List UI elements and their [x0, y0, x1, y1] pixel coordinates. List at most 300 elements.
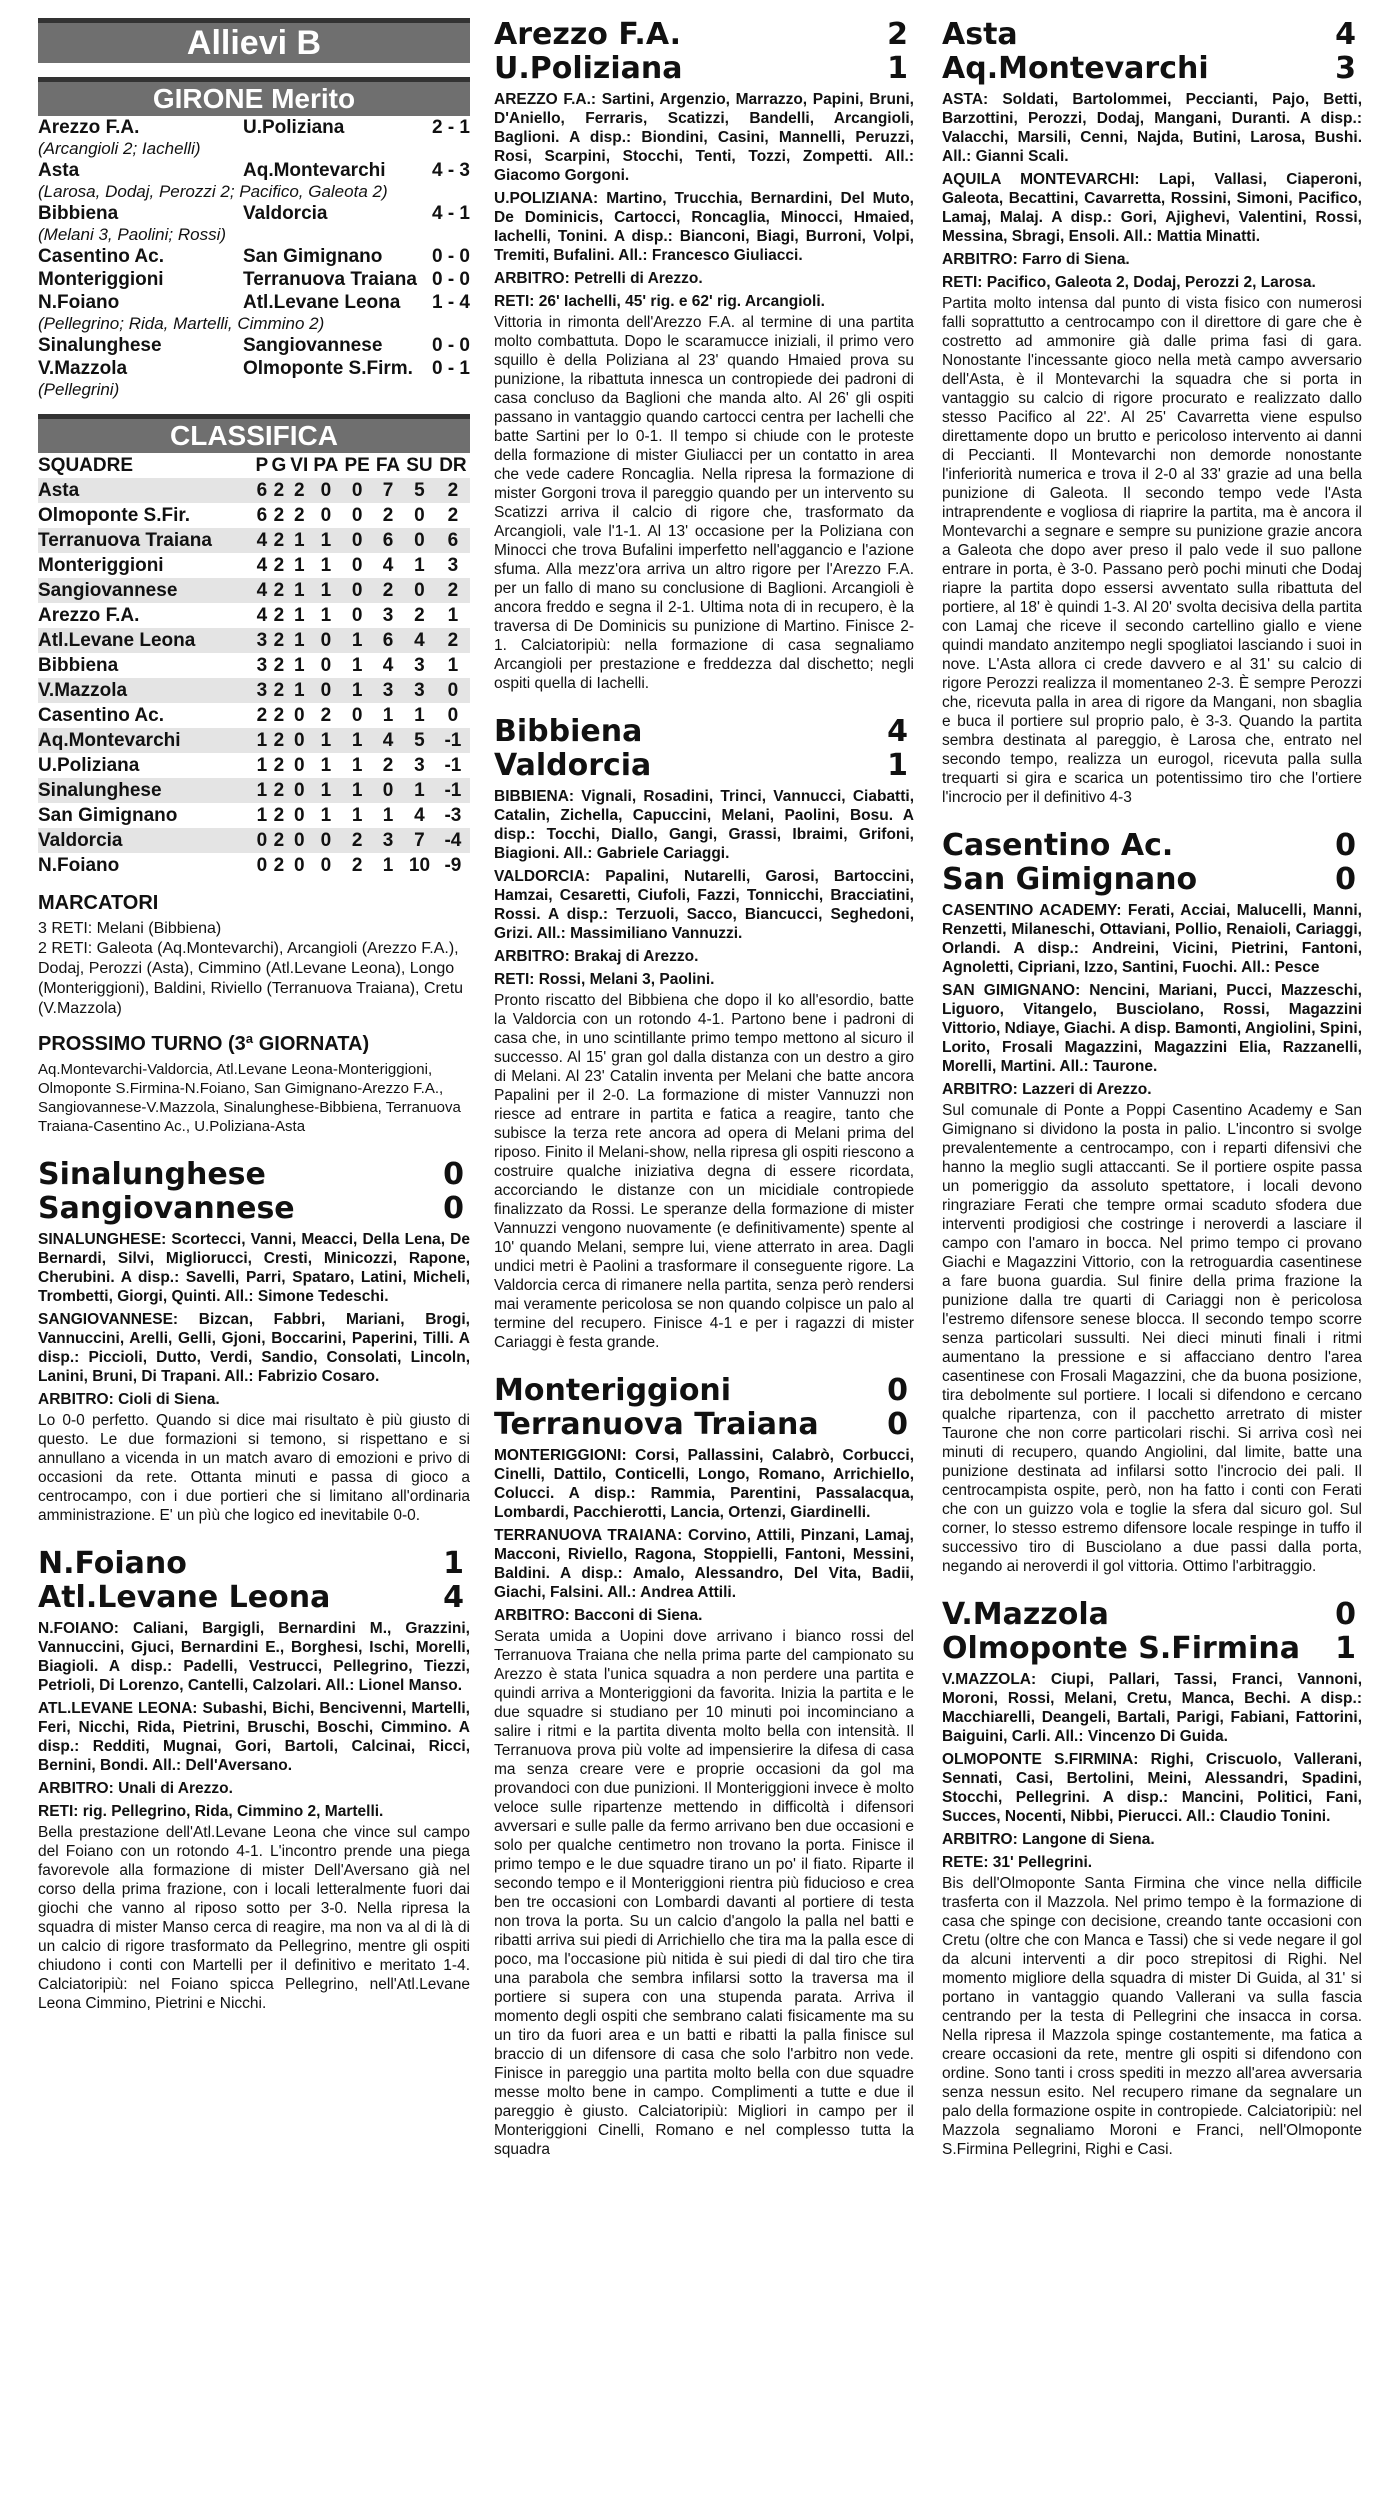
standings-cell: 1 — [320, 580, 332, 601]
standings-cell: 5 — [414, 480, 425, 501]
lineup-line: ARBITRO: Cioli di Siena. — [38, 1391, 220, 1408]
standings-cell: 2 — [273, 530, 285, 551]
standings-cell: 4 — [414, 805, 425, 826]
standings-cell: -1 — [444, 755, 462, 776]
standings-table — [38, 453, 470, 878]
match-header — [942, 1598, 1362, 1666]
lineup-line: RETI: 26' Iachelli, 45' rig. e 62' rig. Arcangioli. — [494, 293, 825, 310]
standings-cell: 0 — [351, 705, 363, 726]
away-score: 3 — [1335, 51, 1356, 86]
home-score: 0 — [1335, 828, 1356, 863]
standings-cell: 2 — [273, 805, 285, 826]
home-team-name: V.Mazzola — [942, 1597, 1109, 1632]
standings-cell: Casentino Ac. — [38, 705, 164, 726]
standings-cell: 2 — [273, 655, 285, 676]
standings-cell: 2 — [447, 580, 459, 601]
standings-cell: 0 — [293, 805, 305, 826]
standings-cell: 1 — [320, 555, 332, 576]
standings-row — [38, 503, 470, 528]
standings-cell: 1 — [320, 805, 332, 826]
standings-cell: 0 — [447, 680, 459, 701]
result-score: 0 - 0 — [431, 335, 470, 356]
match-report: Sul comunale di Ponte a Poppi Casentino Academy e San Gimignano si dividono la posta in palio. L'incontro si svolge prevalentemente a centrocampo, con i reparti difensivi che hanno la meglio sugli attaccanti. Se il portiere ospite passa un pomeriggio da assoluto spettatore, i locali devono ringraziare Ferati che tempre ormai scaduto sfodera due interventi prodigiosi che costringe i neroverdi a lasciare il campo con l'amaro in bocca. Nel primo tempo ci provano Giachi e Magazzini Vittorio, con la retroguardia casentinese a fare buona guardia. Sul finire della prima frazione la punizione dalla tre quarti di Cariaggi non è pericolosa l'estremo difensore senese blocca. Il secondo tempo scorre senza particolari sussulti. Nei dieci minuti finali i ritmi aumentano la pressione e si affacciano dentro l'area casentinese con Frosali Magazzini, che da buona posizione, tira debolmente sul portiere. I locali si difendono e cercano qualche ripartenza, con il pacchetto arretrato di mister Taurone che non corre particolari rischi. Si arriva così nei minuti di recupero, quando Angiolini, dal limite, batte una punizione destinata ad infilarsi sotto l'incrocio dei pali. Il centrocampista ospite, però, non ha fatto i conti con Ferati che con un guizzo vola e toglie la sfera dal sicuro gol. Sul corner, lo stesso estremo difensore locale respinge in tuffo il successivo tiro di Busciolano a due passi dalla porta, negando ai neroverdi il gol vittoria. Ottimo l'arbitraggio. — [942, 1102, 1362, 1575]
standings-cell: 2 — [447, 505, 459, 526]
match-header — [494, 18, 914, 86]
standings-cell: 1 — [320, 730, 332, 751]
standings-cell: 1 — [351, 780, 363, 801]
header-cell: VI — [290, 455, 309, 476]
standings-cell: 1 — [256, 805, 268, 826]
lineup-line: RETE: 31' Pellegrini. — [942, 1854, 1093, 1871]
standings-cell: 2 — [273, 855, 285, 876]
standings-cell: 1 — [293, 630, 305, 651]
standings-cell: 0 — [320, 630, 332, 651]
standings-cell: 3 — [414, 755, 425, 776]
away-team-name: Atl.Levane Leona — [38, 1580, 331, 1615]
standings-row — [38, 553, 470, 578]
home-score: 0 — [1335, 1597, 1356, 1632]
result-score: 0 - 0 — [431, 246, 470, 267]
column-left — [38, 18, 470, 2013]
standings-cell: 1 — [351, 805, 363, 826]
home-row — [942, 18, 1362, 52]
lineup-line: OLMOPONTE S.FIRMINA: Righi, Criscuolo, Vallerani, Sennati, Casi, Bertolini, Meini, Alessandri, Spadini, Stocchi, Pellegrini. A disp.: Mancini, Politici, Fani, Succes, Nocenti, Nibbi, Pierucci. All.: Claudio Tonini. — [942, 1751, 1362, 1825]
scorer-line: 2 RETI: Galeota (Aq.Montevarchi), Arcangioli (Arezzo F.A.), Dodaj, Perozzi (Asta), Cimmino (Atl.Levane Leona), Longo (Monteriggioni), Baldini, Riviello (Terranuova Traiana), Cretu (V.Mazzola) — [38, 940, 464, 1017]
home-score: 1 — [443, 1546, 464, 1581]
result-row — [38, 159, 470, 182]
lineup-line: SINALUNGHESE: Scortecci, Vanni, Meacci, Della Lena, De Bernardi, Silvi, Migliorucci, Cresti, Minicozzi, Rapone, Cherubini. A disp.: Savelli, Parri, Spataro, Latini, Micheli, Trombetti, Giorgi, Quinti. All.: Simone Tedeschi. — [38, 1231, 470, 1305]
standings-cell: Asta — [38, 480, 80, 501]
lineup-line: ARBITRO: Bacconi di Siena. — [494, 1607, 703, 1624]
standings-cell: 0 — [320, 505, 332, 526]
standings-cell: 2 — [273, 780, 285, 801]
standings-cell: 0 — [351, 605, 363, 626]
standings-cell: 1 — [320, 530, 332, 551]
standings-cell: 6 — [256, 480, 268, 501]
standings-cell: 0 — [414, 530, 425, 551]
standings-cell: 1 — [351, 630, 363, 651]
match-report: Partita molto intensa dal punto di vista fisico con numerosi falli soprattutto a centrocampo con il direttore di gare che è costretto ad ammonire già dalle prima fasi di gara. Nonostante l'incessante gioco nella metà campo avversario dell'Asta, è il Montevarchi la squadra che si porta in vantaggio su calcio di rigore procurato e realizzato dallo stesso Pacifico al 22'. Al 25' Cavarretta viene espulso direttamente dopo un brutto e pericoloso intervento ai danni di Peccianti. Il Montevarchi non demorde nonostante l'inferiorità numerica e trova il 2-0 al 33' grazie ad una bella punizione di Galeota. Il secondo tempo vede l'Asta intraprendente e vogliosa di riaprire la partita, ma è ancora il Montevarchi a segnare e sempre su punizione grazie ancora a Galeota che dopo aver preso il palo vede il suo pallone entrare in porta, è 3-0. Passano però pochi minuti che Dodaj riapre la partita dopo essersi avventato sulla ribattuta del portiere, al 18' è quindi 1-3. Al 20' svolta decisiva della partita con Lamaj che riceve il secondo cartellino giallo e viene quindi mandato anzitempo negli spogliatoi lasciando i suoi in nove. L'Asta allora ci crede davvero e al 31' su calcio di rigore Perozzi realizza il momentaneo 2-3. È sempre Perozzi che, ricevuta palla in area di rigore da Mangani, non sbaglia e buca il portiere sul proprio palo, è 3-3. Quando la partita sembra destinata al pareggio, è Larosa che, entrato nel secondo tempo, realizza un eurogol, ricevuta palla sulla trequarti si gira e scarica un potentissimo tiro che l'ortiere l'incrocio per il definitivo 4-3 — [942, 295, 1362, 806]
lineup-line: RETI: Rossi, Melani 3, Paolini. — [494, 971, 715, 988]
standings-row — [38, 753, 470, 778]
standings-cell: 2 — [256, 705, 268, 726]
away-team-name: Aq.Montevarchi — [942, 51, 1209, 86]
lineup-line: TERRANUOVA TRAIANA: Corvino, Attili, Pinzani, Lamaj, Macconi, Riviello, Ragona, Stoppielli, Fantoni, Messini, Baldini. A disp.: Amalo, Alessandro, Del Vita, Badii, Giachi, Falsini. All.: Andrea Attili. — [494, 1527, 914, 1601]
home-team-name: Sinalunghese — [38, 1157, 266, 1192]
standings-cell: 1 — [293, 530, 305, 551]
away-team: Atl.Levane Leona — [243, 292, 401, 313]
standings-cell: 6 — [382, 530, 394, 551]
standings-cell: 0 — [351, 480, 363, 501]
standings-cell: -1 — [444, 780, 462, 801]
home-team-name: Asta — [942, 17, 1018, 52]
away-row — [38, 1581, 470, 1615]
match-bibbiena — [494, 715, 914, 1352]
standings-cell: 0 — [293, 730, 305, 751]
girone-banner: GIRONE Merito — [38, 77, 470, 116]
standings-cell: 2 — [351, 855, 363, 876]
home-team: Arezzo F.A. — [38, 117, 140, 138]
header-cell: FA — [375, 455, 401, 476]
standings-cell: N.Foiano — [38, 855, 120, 876]
home-team: Asta — [38, 160, 80, 181]
section-banner: Allievi B — [38, 18, 470, 63]
lineup-line: ATL.LEVANE LEONA: Subashi, Bichi, Bencivenni, Martelli, Feri, Nicchi, Rida, Pietrini, Bruschi, Boschi, Cimmino. A disp.: Redditi, Mugnai, Gori, Bartoli, Calcinai, Ricci, Bernini, Bondi. All.: Dell'Aversano. — [38, 1700, 470, 1774]
standings-cell: Sinalunghese — [38, 780, 162, 801]
standings-cell: -4 — [444, 830, 462, 851]
standings-cell: 0 — [351, 580, 363, 601]
standings-cell: 7 — [382, 480, 394, 501]
home-row — [494, 18, 914, 52]
away-team: U.Poliziana — [243, 117, 345, 138]
away-score: 1 — [1335, 1631, 1356, 1666]
standings-cell: Arezzo F.A. — [38, 605, 140, 626]
result-score: 4 - 1 — [431, 203, 470, 224]
away-score: 0 — [887, 1407, 908, 1442]
standings-cell: 1 — [382, 705, 394, 726]
standings-cell: 3 — [414, 680, 425, 701]
standings-row — [38, 703, 470, 728]
standings-cell: 2 — [273, 755, 285, 776]
standings-cell: 1 — [320, 755, 332, 776]
home-score: 0 — [443, 1157, 464, 1192]
standings-cell: 0 — [256, 830, 268, 851]
standings-cell: 0 — [320, 830, 332, 851]
standings-cell: 0 — [293, 705, 305, 726]
result-score: 1 - 4 — [431, 292, 470, 313]
standings-row — [38, 853, 470, 878]
standings-cell: 4 — [382, 655, 394, 676]
match-header — [494, 1374, 914, 1442]
lineup-line: AQUILA MONTEVARCHI: Lapi, Vallasi, Ciaperoni, Galeota, Becattini, Cavarretta, Rossini, Simoni, Pacifico, Lamaj, Malaj. A disp.: Gori, Ajighevi, Valentini, Rossi, Messina, Sbragi, Ensoli. All.: Mattia Minatti. — [942, 171, 1362, 245]
away-score: 1 — [887, 51, 908, 86]
header-cell: SQUADRE — [38, 455, 134, 476]
lineup-line: AREZZO F.A.: Sartini, Argenzio, Marrazzo, Papini, Bruni, D'Aniello, Ferraris, Scatizzi, Bandelli, Arcangioli, Baglioni. A disp.: Biondini, Casini, Mannelli, Peruzzi, Rosi, Scarpini, Stocchi, Tenti, Tozzi, Zompetti. All.: Giacomo Gorgoni. — [494, 91, 914, 184]
column-center — [494, 18, 914, 2159]
home-team: N.Foiano — [38, 292, 120, 313]
standings-cell: 1 — [414, 555, 425, 576]
match-report: Bella prestazione dell'Atl.Levane Leona che vince sul campo del Foiano con un rotondo 4-1. L'incontro prende una piega favorevole alla formazione di mister Dell'Aversano già nel corso della prima frazione, con i locali letteralmente fuori dai giochi che vanno al riposo sotto per 3-0. Nella ripresa la squadra di mister Manso cerca di reagire, ma non va al di là di un calcio di rigore trasformato da Pellegrino, mentre gli ospiti chiudono i conti con Martelli per il definitivo e meritato 1-4. Calciatoripiù: nel Foiano spicca Pellegrino, nell'Atl.Levane Leona Cimmino, Pietrini e Nicchi. — [38, 1824, 470, 2012]
home-row — [38, 1547, 470, 1581]
standings-cell: 2 — [320, 705, 332, 726]
result-row — [38, 357, 470, 380]
home-team: Monteriggioni — [38, 269, 164, 290]
home-row — [942, 1598, 1362, 1632]
standings-cell: 10 — [408, 855, 431, 876]
standings-row — [38, 653, 470, 678]
standings-row — [38, 803, 470, 828]
lineup-line: CASENTINO ACADEMY: Ferati, Acciai, Malucelli, Manni, Renzetti, Milaneschi, Ottaviani, Pollio, Renaioli, Cariaggi, Orlandi. A disp.: Andreini, Vicini, Pietrini, Fantoni, Agnoletti, Cipriani, Izzo, Santini, Fuochi. All.: Pesce — [942, 902, 1362, 976]
away-score: 0 — [443, 1191, 464, 1226]
scorers-note: (Melani 3, Paolini; Rossi) — [38, 225, 227, 244]
header-cell: PE — [344, 455, 370, 476]
result-score: 4 - 3 — [431, 160, 470, 181]
standings-cell: 2 — [273, 580, 285, 601]
lineup-line: ARBITRO: Petrelli di Arezzo. — [494, 270, 703, 287]
lineup-line: SAN GIMIGNANO: Nencini, Mariani, Pucci, Mazzeschi, Liguoro, Vitangelo, Busciolano, Rossi, Magazzini Vittorio, Ndiaye, Giachi. A disp. Bamonti, Angiolini, Spini, Lorito, Frosali Magazzini, Magazzini Elia, Razzanelli, Morelli, Martini. All.: Taurone. — [942, 982, 1362, 1075]
standings-cell: 1 — [414, 780, 425, 801]
home-score: 0 — [887, 1373, 908, 1408]
lineup-line: SANGIOVANNESE: Bizcan, Fabbri, Mariani, Brogi, Vannuccini, Arelli, Gelli, Gjoni, Boccarini, Paperini, Tilli. A disp.: Piccioli, Dutto, Verdi, Sandio, Consolati, Lincoln, Lanini, Bruni, Di Trapani. All.: Fabrizio Cosaro. — [38, 1311, 470, 1385]
standings-cell: 6 — [447, 530, 459, 551]
standings-row — [38, 603, 470, 628]
home-score: 2 — [887, 17, 908, 52]
classifica-banner: CLASSIFICA — [38, 414, 470, 453]
standings-cell: 0 — [256, 855, 268, 876]
standings-cell: 1 — [293, 580, 305, 601]
home-row — [494, 715, 914, 749]
standings-cell: San Gimignano — [38, 805, 178, 826]
home-score: 4 — [1335, 17, 1356, 52]
standings-cell: Valdorcia — [38, 830, 123, 851]
result-score: 2 - 1 — [431, 117, 470, 138]
standings-row — [38, 578, 470, 603]
standings-cell: 1 — [414, 705, 425, 726]
home-team-name: Arezzo F.A. — [494, 17, 681, 52]
result-row — [38, 291, 470, 314]
standings-cell: 2 — [414, 605, 425, 626]
standings-cell: 2 — [382, 755, 394, 776]
standings-row — [38, 528, 470, 553]
standings-cell: 3 — [447, 555, 459, 576]
scorers-note: (Pellegrini) — [38, 380, 120, 399]
standings-cell: 1 — [320, 605, 332, 626]
home-team: Bibbiena — [38, 203, 119, 224]
lineup-line: BIBBIENA: Vignali, Rosadini, Trinci, Vannucci, Ciabatti, Catalin, Zichella, Capuccini, Melani, Paolini, Bosu. A disp.: Tocchi, Diallo, Gangi, Grassi, Ibraimi, Grifoni, Biagioni. All.: Gabriele Cariaggi. — [494, 788, 914, 862]
home-team: V.Mazzola — [38, 358, 128, 379]
away-row — [494, 1408, 914, 1442]
home-row — [942, 829, 1362, 863]
away-row — [942, 1632, 1362, 1666]
match-report: Lo 0-0 perfetto. Quando si dice mai risultato è più giusto di questo. Le due formazioni si temono, si rispettano e si annullano a vicenda in un match avaro di emozioni e privo di occasioni da rete. Ottanta minuti e passa di gioco a centrocampo, con i due portieri che si limitano all'ordinaria amministrazione. E' un pìù che logico ed inevitabile 0-0. — [38, 1412, 470, 1524]
standings-cell: 0 — [293, 755, 305, 776]
header-cell: DR — [439, 455, 467, 476]
standings-cell: 2 — [447, 630, 459, 651]
standings-cell: 4 — [256, 530, 268, 551]
scorers-note: (Arcangioli 2; Iachelli) — [38, 139, 201, 158]
lineup-line: U.POLIZIANA: Martino, Trucchia, Bernardini, Del Muto, De Dominicis, Cartocci, Roncaglia, Minocci, Hmaied, Iachelli, Tonini. A disp.: Bianconi, Biagi, Burroni, Volpi, Tremiti, Bufalini. All.: Francesco Giuliacci. — [494, 190, 914, 264]
standings-cell: Atl.Levane Leona — [38, 630, 196, 651]
standings-cell: 2 — [273, 555, 285, 576]
standings-row — [38, 478, 470, 503]
header-cell: P — [255, 455, 269, 476]
lineup-line: ARBITRO: Langone di Siena. — [942, 1831, 1155, 1848]
standings-cell: 1 — [351, 730, 363, 751]
standings-cell: 2 — [273, 680, 285, 701]
standings-cell: 4 — [382, 555, 394, 576]
standings-cell: 3 — [414, 655, 425, 676]
standings-cell: 5 — [414, 730, 425, 751]
away-team-name: Sangiovannese — [38, 1191, 295, 1226]
standings-cell: U.Poliziana — [38, 755, 140, 776]
lineup-line: VALDORCIA: Papalini, Nutarelli, Garosi, Bartoccini, Hamzai, Cesaretti, Ciufoli, Fazzi, Tonnicchi, Bracciatini, Rossi. A disp.: Terzuoli, Sacco, Biancucci, Seghedoni, Grizi. All.: Massimiliano Vannuzzi. — [494, 868, 914, 942]
standings-row — [38, 828, 470, 853]
away-team: San Gimignano — [243, 246, 383, 267]
standings-cell: 1 — [256, 730, 268, 751]
standings-cell: 4 — [414, 630, 425, 651]
scorers-list — [38, 919, 470, 1019]
standings-cell: 2 — [273, 830, 285, 851]
standings-header — [38, 453, 470, 478]
match-header — [942, 829, 1362, 897]
match-monteriggioni — [494, 1374, 914, 2159]
result-row — [38, 202, 470, 225]
away-row — [494, 749, 914, 783]
standings-cell: 1 — [256, 755, 268, 776]
lineup-line: MONTERIGGIONI: Corsi, Pallassini, Calabrò, Corbucci, Cinelli, Dattilo, Conticelli, Longo, Romano, Arrichiello, Colucci. A disp.: Rammia, Parentini, Passalacqua, Lombardi, Pacchierotti, Lancia, Ortenzi, Giardinelli. — [494, 1447, 914, 1521]
match-foiano — [38, 1547, 470, 2013]
away-team-name: Valdorcia — [494, 748, 652, 783]
marcatori-title: MARCATORI — [38, 892, 159, 914]
standings-cell: 0 — [351, 555, 363, 576]
away-score: 0 — [1335, 862, 1356, 897]
match-asta — [942, 18, 1362, 807]
match-report: Serata umida a Uopini dove arrivano i bianco rossi del Terranuova Traiana che nella prima parte del campionato su Arezzo è stata l'unica squadra a non perdere una partita e quindi arriva a Monteriggioni da favorita. Inizia la partita e le due squadre si studiano per 10 minuti poi incominciano a salire i ritmi e la partita diventa molto bella con intensità. Il Terranuova prova più volte ad impensierire la difesa di casa ma senza creare vere e proprie occasioni da gol ma provandoci con due punizioni. Il Monteriggioni invece è molto veloce sulle ripartenze mettendo in difficoltà i difensori avversari e sulle palle da fermo arrivano ben due occasioni e solo per qualche centimetro non trovano la porta. Finisce il primo tempo e le due squadre tirano un po' il fiato. Riparte il secondo tempo e il Monteriggioni rientra più fiducioso e crea ben tre occasioni con Lombardi davanti al portiere di testa non trova la porta. Su un calcio d'angolo la palla nel batti e ribatti arriva sui piedi di Arrichiello che tira ma la palla esce di poco, ma l'occasione più nitida è sui piedi di dal tiro che tira una parabola che sembra infilarsi sotto la traversa ma il portiere si supera con una stupenda parata. Arriva il momento degli ospiti che sembrano calati fisicamente ma su un tiro da fuori area e un batti e ribatti la palla finisce sul braccio di un difensore di casa che solo l'arbitro non vede. Finisce in pareggio una partita molto bella con due squadre messe molto bene in campo. Complimenti a tutte e due il pareggio è giusto. Calciatoripiù: Migliori in campo per il Monteriggioni Cinelli, Romano e nel complesso tutta la squadra — [494, 1628, 914, 2158]
standings-cell: 0 — [320, 480, 332, 501]
standings-row — [38, 678, 470, 703]
standings-cell: 0 — [447, 705, 459, 726]
standings-cell: 2 — [273, 730, 285, 751]
standings-cell: -3 — [444, 805, 462, 826]
standings-cell: 0 — [293, 855, 305, 876]
standings-cell: 2 — [351, 830, 363, 851]
away-team: Olmoponte S.Firm. — [243, 358, 413, 379]
standings-cell: 1 — [293, 555, 305, 576]
standings-cell: -9 — [444, 855, 462, 876]
standings-cell: 0 — [382, 780, 394, 801]
standings-cell: 4 — [382, 730, 394, 751]
standings-cell: Terranuova Traiana — [38, 530, 212, 551]
standings-cell: V.Mazzola — [38, 680, 128, 701]
standings-cell: 0 — [320, 855, 332, 876]
away-row — [942, 863, 1362, 897]
standings-cell: 3 — [256, 655, 268, 676]
standings-cell: 0 — [293, 780, 305, 801]
match-mazzola — [942, 1598, 1362, 2159]
lineup-line: V.MAZZOLA: Ciupi, Pallari, Tassi, Franci, Vannoni, Moroni, Rossi, Melani, Cretu, Manca, Bechi. A disp.: Macchiarelli, Deangeli, Bartali, Parigi, Fabiani, Fattorini, Baiguini, Carli. All.: Vincenzo Di Guida. — [942, 1671, 1362, 1745]
lineup-line: ARBITRO: Unali di Arezzo. — [38, 1780, 233, 1797]
away-row — [38, 1192, 470, 1226]
standings-cell: 2 — [273, 705, 285, 726]
match-sinalunghese — [38, 1158, 470, 1525]
standings-row — [38, 628, 470, 653]
prossimo-title: PROSSIMO TURNO (3ª GIORNATA) — [38, 1033, 370, 1055]
scorer-line: 3 RETI: Melani (Bibbiena) — [38, 920, 222, 937]
standings-cell: 6 — [256, 505, 268, 526]
result-row — [38, 116, 470, 139]
standings-cell: 3 — [382, 605, 394, 626]
home-team-name: Bibbiena — [494, 714, 643, 749]
standings-row — [38, 778, 470, 803]
scorers-note: (Larosa, Dodaj, Perozzi 2; Pacifico, Galeota 2) — [38, 182, 388, 201]
match-header — [38, 1158, 470, 1226]
standings-cell: 0 — [414, 580, 425, 601]
standings-cell: 1 — [351, 655, 363, 676]
standings-cell: 2 — [273, 630, 285, 651]
away-team: Sangiovannese — [243, 335, 383, 356]
standings-cell: 1 — [293, 680, 305, 701]
standings-cell: 2 — [447, 480, 459, 501]
standings-cell: -1 — [444, 730, 462, 751]
standings-cell: 0 — [293, 830, 305, 851]
standings-cell: 2 — [293, 480, 305, 501]
standings-cell: 1 — [447, 655, 459, 676]
away-team: Aq.Montevarchi — [243, 160, 386, 181]
standings-cell: 1 — [293, 655, 305, 676]
match-report: Vittoria in rimonta dell'Arezzo F.A. al termine di una partita molto combattuta. Dopo le scaramucce iniziali, il primo vero squillo è della Poliziana al 23' quando Hmaied prova su punizione, la ribattuta innesca un contropiede dei padroni di casa concluso da Baglioni che manda alto. Al 26' gli ospiti passano in vantaggio quando cartocci centra per Iachelli che batte Sartini per lo 0-1. Il tempo si chiude con le proteste della formazione di mister Giuliacci per un contatto in area che vede cadere Roncaglia. Nella ripresa la formazione di mister Gorgoni trova il pareggio quando per un intervento su Scatizzi arriva il calcio di rigore che, trasformato da Arcangioli, vale l'1-1. Al 13' occasione per la Poliziana con Minocci che trova Bufalini imperfetto nell'aggancio e l'azione sfuma. Alla mezz'ora arriva un altro rigore per l'Arezzo F.A. per un fallo di mano su conclusione di Baglioni. Arcangioli è ancora freddo e segna il 2-1. Ultima nota di in recupero, è la traversa di De Dominicis su punizione di Martino. Finisce 2-1. Calciatoripiù: nella formazione di casa segnaliamo Arcangioli per prestazione e freddezza dal dischetto; negli ospiti quella di Iachelli. — [494, 314, 914, 692]
standings-cell: 1 — [351, 680, 363, 701]
home-team: Casentino Ac. — [38, 246, 164, 267]
match-header — [494, 715, 914, 783]
match-header — [38, 1547, 470, 1615]
standings-cell: Olmoponte S.Fir. — [38, 505, 191, 526]
standings-cell: 1 — [447, 605, 459, 626]
home-row — [38, 1158, 470, 1192]
standings-cell: 2 — [382, 505, 394, 526]
lineup-line: RETI: rig. Pellegrino, Rida, Cimmino 2, Martelli. — [38, 1803, 384, 1820]
column-right — [942, 18, 1362, 2159]
standings-cell: 4 — [256, 555, 268, 576]
results-list — [38, 116, 470, 400]
away-team-name: Terranuova Traiana — [494, 1407, 819, 1442]
result-row — [38, 334, 470, 357]
standings-cell: 0 — [351, 530, 363, 551]
away-team: Terranuova Traiana — [243, 269, 417, 290]
standings-cell: 2 — [273, 605, 285, 626]
standings-cell: 1 — [320, 780, 332, 801]
standings-cell: 2 — [273, 480, 285, 501]
lineup-line: ARBITRO: Brakaj di Arezzo. — [494, 948, 699, 965]
standings-cell: 4 — [256, 605, 268, 626]
standings-cell: 4 — [256, 580, 268, 601]
away-team-name: U.Poliziana — [494, 51, 683, 86]
standings-cell: Bibbiena — [38, 655, 119, 676]
standings-cell: 0 — [320, 655, 332, 676]
standings-row — [38, 728, 470, 753]
header-cell: PA — [313, 455, 339, 476]
standings-cell: 2 — [293, 505, 305, 526]
result-score: 0 - 1 — [431, 358, 470, 379]
home-team-name: Casentino Ac. — [942, 828, 1174, 863]
away-team: Valdorcia — [243, 203, 328, 224]
lineup-line: N.FOIANO: Caliani, Bargigli, Bernardini M., Grazzini, Vannuccini, Gjuci, Bernardini E., Borghesi, Ischi, Morelli, Biagioli. A disp.: Padelli, Vestrucci, Pellegrino, Tiezzi, Petrioli, Di Lorenzo, Cantelli, Calzolari. All.: Lionel Manso. — [38, 1620, 470, 1694]
away-score: 1 — [887, 748, 908, 783]
home-team-name: Monteriggioni — [494, 1373, 732, 1408]
standings-cell: Monteriggioni — [38, 555, 164, 576]
away-team-name: Olmoponte S.Firmina — [942, 1631, 1300, 1666]
standings-cell: 2 — [382, 580, 394, 601]
home-score: 4 — [887, 714, 908, 749]
next-round-text: Aq.Montevarchi-Valdorcia, Atl.Levane Leona-Monteriggioni, Olmoponte S.Firmina-N.Foiano, San Gimignano-Arezzo F.A., Sangiovannese-V.Mazzola, Sinalunghese-Bibbiena, Terranuova Traiana-Casentino Ac., U.Poliziana-Asta — [38, 1061, 461, 1135]
result-row — [38, 268, 470, 291]
standings-cell: 1 — [351, 755, 363, 776]
result-score: 0 - 0 — [431, 269, 470, 290]
home-team: Sinalunghese — [38, 335, 162, 356]
standings-cell: 1 — [382, 855, 394, 876]
match-report: Bis dell'Olmoponte Santa Firmina che vince nella difficile trasferta con il Mazzola. Nel primo tempo è la formazione di casa che spinge con decisione, creando tante occasioni con Cretu (oltre che con Manca e Tassi) che si vede negare il gol da alcuni interventi a dir poco strepitosi di Righi. Nel momento migliore della squadra di mister Di Guida, al 31' si portano in vantaggio quando Vallerani va sulla fascia centrando per la testa di Pellegrini che insacca in corsa. Nella ripresa il Mazzola spinge costantemente, ma fatica a creare occasioni da rete, mentre gli ospiti si difendono con ordine. Sono tanti i cross spediti in mezzo all'area avversaria senza nessun esito. Nel recupero rimane da segnalare un palo della formazione ospite in contropiede. Calciatoripiù: nel Mazzola segnaliamo Moroni e Franci, nell'Olmoponte S.Firmina Pellegrini, Righi e Casi. — [942, 1875, 1362, 2158]
match-header — [942, 18, 1362, 86]
away-row — [494, 52, 914, 86]
header-cell: G — [271, 455, 287, 476]
scorers-note: (Pellegrino; Rida, Martelli, Cimmino 2) — [38, 314, 325, 333]
away-team-name: San Gimignano — [942, 862, 1198, 897]
lineup-line: RETI: Pacifico, Galeota 2, Dodaj, Perozzi 2, Larosa. — [942, 274, 1316, 291]
home-team-name: N.Foiano — [38, 1546, 187, 1581]
standings-cell: 1 — [293, 605, 305, 626]
standings-cell: 3 — [382, 680, 394, 701]
lineup-line: ARBITRO: Farro di Siena. — [942, 251, 1130, 268]
lineup-line: ASTA: Soldati, Bartolommei, Peccianti, Pajo, Betti, Barzottini, Perozzi, Dodaj, Mangani, Duranti. A disp.: Valacchi, Marsili, Cenni, Najda, Butini, Larosa, Bushi. All.: Gianni Scali. — [942, 91, 1362, 165]
